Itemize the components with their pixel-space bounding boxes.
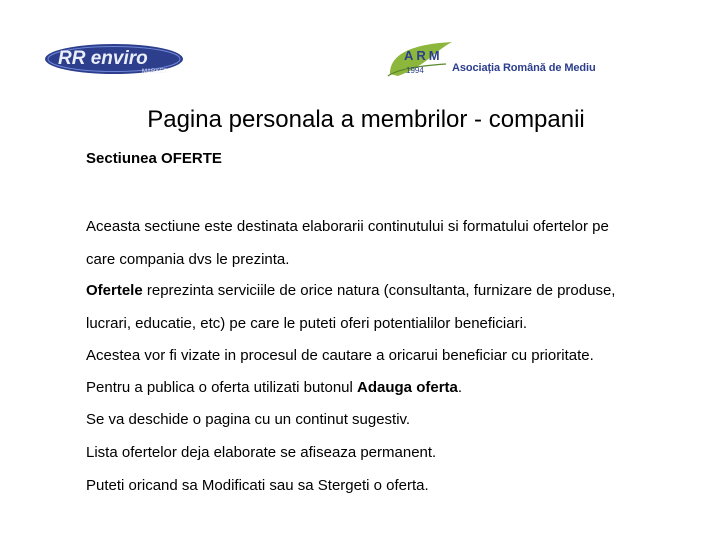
rr-enviro-logo-graphic [44,42,184,76]
paragraph-2-bold: Ofertele [86,282,143,299]
paragraph-2-line-1 [86,282,686,299]
arm-logo-name: Asociația Română de Mediu [452,62,596,74]
paragraph-4-pre: Pentru a publica o oferta utilizati butonul [86,379,358,396]
paragraph-5: Se va deschide o pagina cu un continut sugestiv. [86,411,411,428]
page-title: Pagina personala a membrilor - companii [147,106,585,133]
rr-enviro-logo-sub: MARKET [142,69,168,75]
paragraph-7: Puteti oricand sa Modificati sau sa Stergeti o oferta. [86,477,429,494]
paragraph-2-rest: reprezinta serviciile de orice natura (consultanta, furnizare de produse, [142,282,616,299]
paragraph-3: Acestea vor fi vizate in procesul de cautare a oricarui beneficiar cu prioritate. [86,347,594,364]
paragraph-6: Lista ofertelor deja elaborate se afiseaza permanent. [86,444,437,461]
arm-logo-acronym: ARM [404,48,443,63]
section-title: Sectiunea OFERTE [86,150,222,167]
paragraph-2-line-2: lucrari, educatie, etc) pe care le puteti oferi potentialilor beneficiari. [86,315,528,332]
paragraph-4-bold: Adauga oferta [357,379,458,396]
paragraph-4 [86,379,686,396]
rr-enviro-logo-text: RR enviro [58,48,148,69]
paragraph-1-line-1: Aceasta sectiune este destinata elaborarii continutului si formatului ofertelor pe [86,218,609,235]
arm-logo [386,40,596,80]
arm-logo-year: 1994 [406,66,424,75]
paragraph-1-line-2: care compania dvs le prezinta. [86,251,290,268]
rr-enviro-logo [44,42,184,76]
paragraph-4-post: . [457,379,463,396]
arm-logo-graphic [386,40,456,80]
